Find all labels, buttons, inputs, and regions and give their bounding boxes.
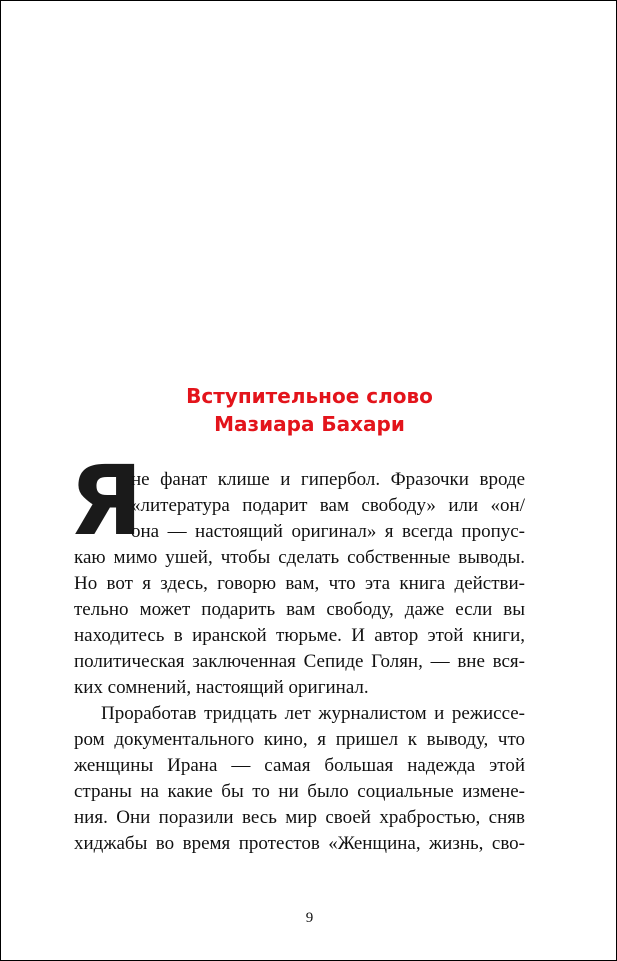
paragraph-1-line-3: она — настоящий оригинал» я всегда пропус- bbox=[131, 521, 525, 542]
paragraph-1-line-8: политическая заключенная Сепиде Голян, — вне вся- bbox=[74, 651, 525, 672]
paragraph-1-line-5: Но вот я здесь, говорю вам, что эта книга действи- bbox=[74, 573, 525, 594]
paragraph-1-line-2: «литература подарит вам свободу» или «он/ bbox=[131, 495, 525, 516]
paragraph-1-line-6: тельно может подарить вам свободу, даже если вы bbox=[74, 599, 525, 620]
paragraph-2-line-4: страны на какие бы то ни было социальные измене- bbox=[74, 781, 525, 802]
page-number: 9 bbox=[305, 910, 314, 926]
paragraph-1-line-1: не фанат клише и гипербол. Фразочки вроде bbox=[131, 469, 525, 490]
paragraph-2-line-5: ния. Они поразили весь мир своей храбростью, сняв bbox=[74, 807, 525, 828]
paragraph-1-line-4: каю мимо ушей, чтобы сделать собственные выводы. bbox=[74, 547, 525, 568]
drop-cap-letter: Я bbox=[69, 445, 143, 557]
paragraph-1-line-7: находитесь в иранской тюрьме. И автор этой книги, bbox=[74, 625, 525, 646]
chapter-title-line-1: Вступительное слово bbox=[186, 384, 433, 408]
chapter-title-line-2: Мазиара Бахари bbox=[214, 412, 405, 436]
paragraph-2-line-3: женщины Ирана — самая большая надежда этой bbox=[74, 755, 525, 776]
paragraph-2-line-6: хиджабы во время протестов «Женщина, жизнь, сво- bbox=[74, 833, 525, 854]
paragraph-2-line-2: ром документального кино, я пришел к выводу, что bbox=[74, 729, 525, 750]
paragraph-2-line-1: Проработав тридцать лет журналистом и режиссе- bbox=[101, 703, 525, 724]
paragraph-1-line-9: ких сомнений, настоящий оригинал. bbox=[74, 677, 369, 698]
